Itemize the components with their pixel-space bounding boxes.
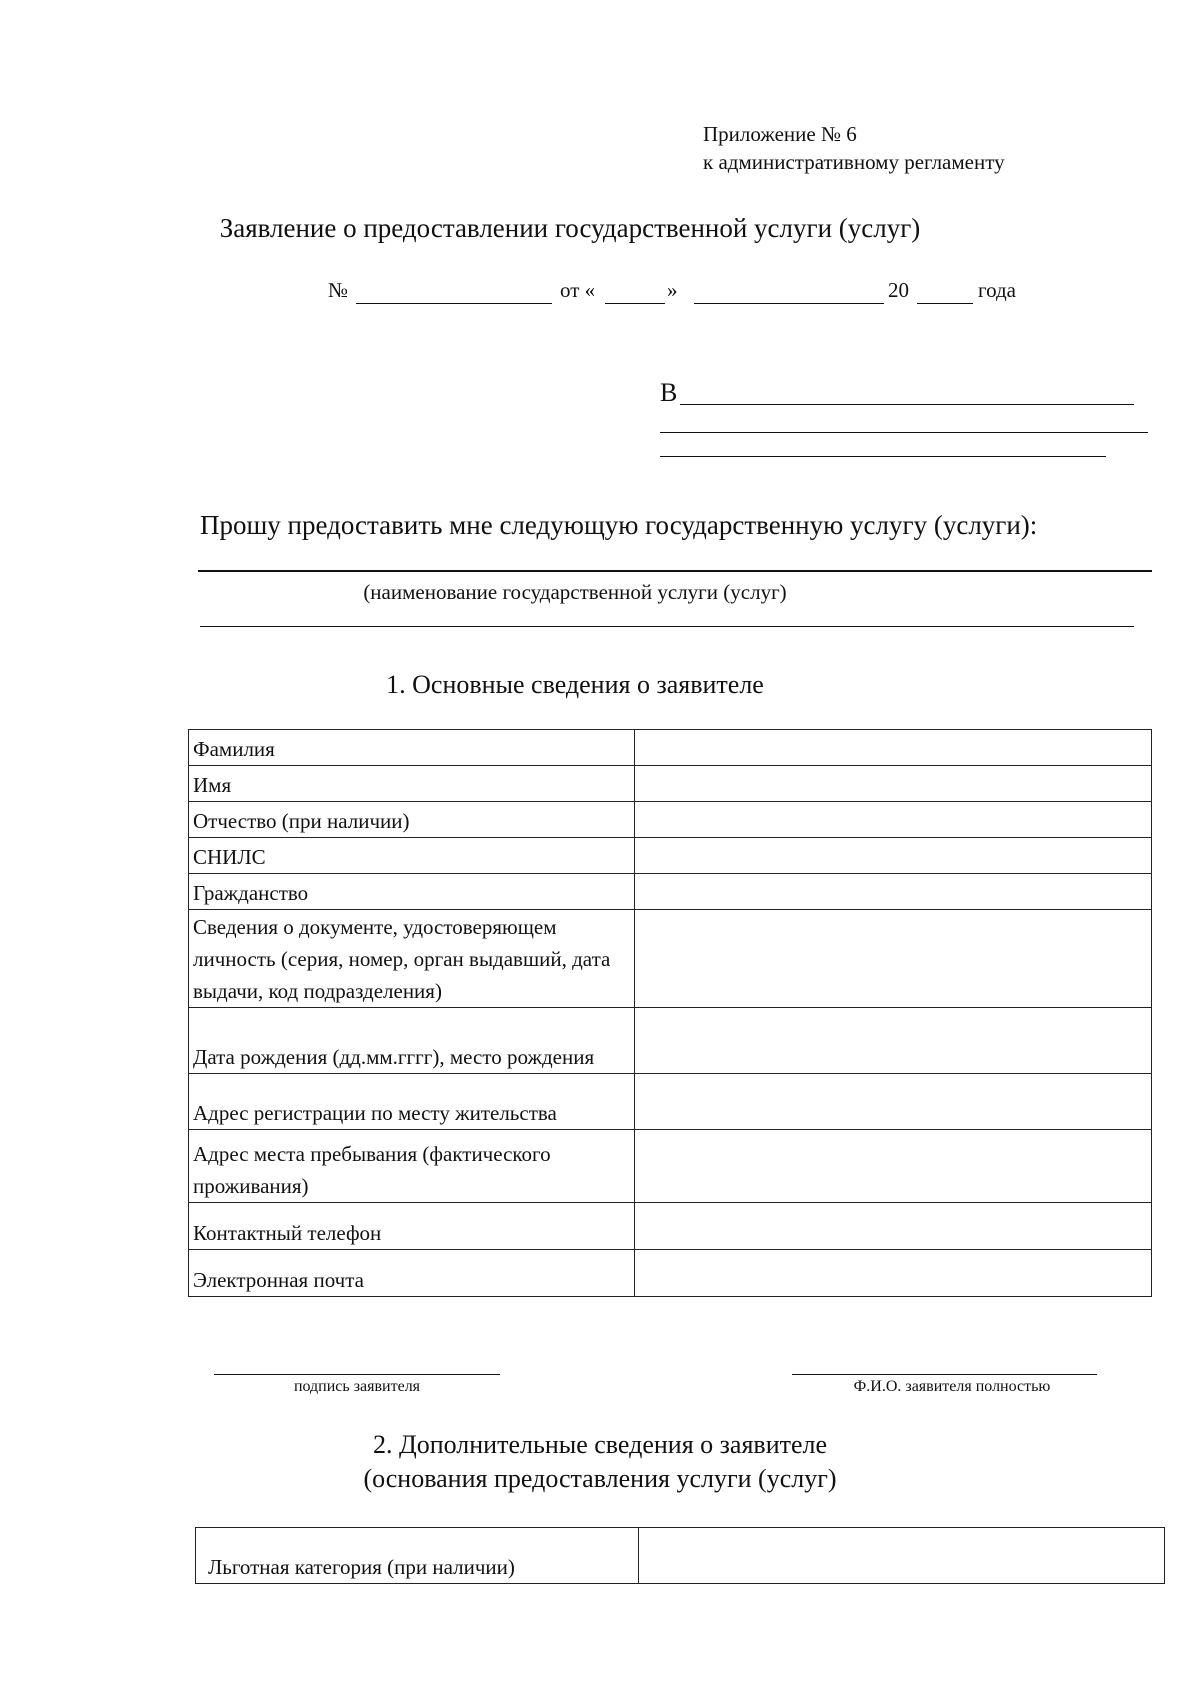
identity-document-field[interactable]	[634, 910, 1151, 1008]
row-label: Имя	[189, 766, 635, 802]
recipient-line-3[interactable]	[660, 456, 1106, 457]
year-field-line[interactable]	[917, 303, 973, 304]
name-field[interactable]	[634, 766, 1151, 802]
table-row	[189, 838, 1152, 874]
number-field-line[interactable]	[356, 303, 552, 304]
signature-caption: подпись заявителя	[293, 1378, 421, 1395]
date-quote-close: »	[667, 278, 678, 302]
row-label: Отчество (при наличии)	[189, 802, 635, 838]
row-label: Фамилия	[189, 730, 635, 766]
section-2-title-line-2: (основания предоставления услуги (услуг)	[363, 1464, 837, 1493]
table-row	[196, 1528, 1165, 1584]
row-label: СНИЛС	[189, 838, 635, 874]
number-sign: №	[328, 278, 349, 302]
year-suffix: года	[978, 278, 1016, 302]
residence-address-field[interactable]	[634, 1130, 1151, 1203]
section-2-title-line-1: 2. Дополнительные сведения о заявителе	[372, 1430, 828, 1459]
appendix-line-1: Приложение № 6	[703, 122, 857, 146]
signature-line[interactable]	[214, 1374, 500, 1375]
benefit-category-field[interactable]	[638, 1528, 1164, 1584]
surname-field[interactable]	[634, 730, 1151, 766]
table-row	[189, 910, 1152, 1008]
phone-field[interactable]	[634, 1203, 1151, 1250]
row-label: Контактный телефон	[189, 1203, 635, 1250]
table-row	[189, 1250, 1152, 1297]
full-name-line[interactable]	[792, 1374, 1097, 1375]
table-row	[189, 802, 1152, 838]
appendix-block	[703, 120, 1005, 176]
full-name-caption: Ф.И.О. заявителя полностью	[853, 1378, 1051, 1395]
row-label: Адрес места пребывания (фактического проживания)	[189, 1130, 635, 1203]
service-name-caption: (наименование государственной услуги (услуг)	[363, 580, 787, 604]
year-prefix: 20	[888, 278, 909, 302]
table-row	[189, 730, 1152, 766]
request-text: Прошу предоставить мне следующую государственную услугу (услуги):	[200, 510, 1038, 540]
row-label: Гражданство	[189, 874, 635, 910]
appendix-line-2: к административному регламенту	[703, 150, 1005, 174]
month-field-line[interactable]	[694, 303, 884, 304]
row-label: Адрес регистрации по месту жительства	[189, 1074, 635, 1130]
applicant-info-table	[188, 729, 1152, 1297]
row-label: Сведения о документе, удостоверяющем личность (серия, номер, орган выдавший, дата выдачи, код подразделения)	[189, 910, 635, 1008]
birth-date-place-field[interactable]	[634, 1008, 1151, 1074]
table-row	[189, 1130, 1152, 1203]
service-name-line-2[interactable]	[200, 626, 1134, 627]
section-2-title	[0, 1428, 1200, 1496]
email-field[interactable]	[634, 1250, 1151, 1297]
section-1-title: 1. Основные сведения о заявителе	[386, 670, 764, 699]
recipient-line-1[interactable]	[680, 404, 1134, 405]
table-row	[189, 1203, 1152, 1250]
recipient-prefix: В	[660, 378, 678, 407]
service-name-line[interactable]	[198, 570, 1152, 572]
day-field-line[interactable]	[605, 303, 665, 304]
patronymic-field[interactable]	[634, 802, 1151, 838]
registration-address-field[interactable]	[634, 1074, 1151, 1130]
table-row	[189, 766, 1152, 802]
date-from-label: от «	[560, 278, 596, 302]
table-row	[189, 1074, 1152, 1130]
row-label: Электронная почта	[189, 1250, 635, 1297]
table-row	[189, 1008, 1152, 1074]
row-label: Дата рождения (дд.мм.гггг), место рождения	[189, 1008, 635, 1074]
row-label: Льготная категория (при наличии)	[196, 1528, 639, 1584]
recipient-line-2[interactable]	[660, 432, 1148, 433]
document-title: Заявление о предоставлении государственной услуги (услуг)	[219, 213, 921, 243]
table-row	[189, 874, 1152, 910]
snils-field[interactable]	[634, 838, 1151, 874]
citizenship-field[interactable]	[634, 874, 1151, 910]
additional-info-table	[195, 1527, 1165, 1584]
